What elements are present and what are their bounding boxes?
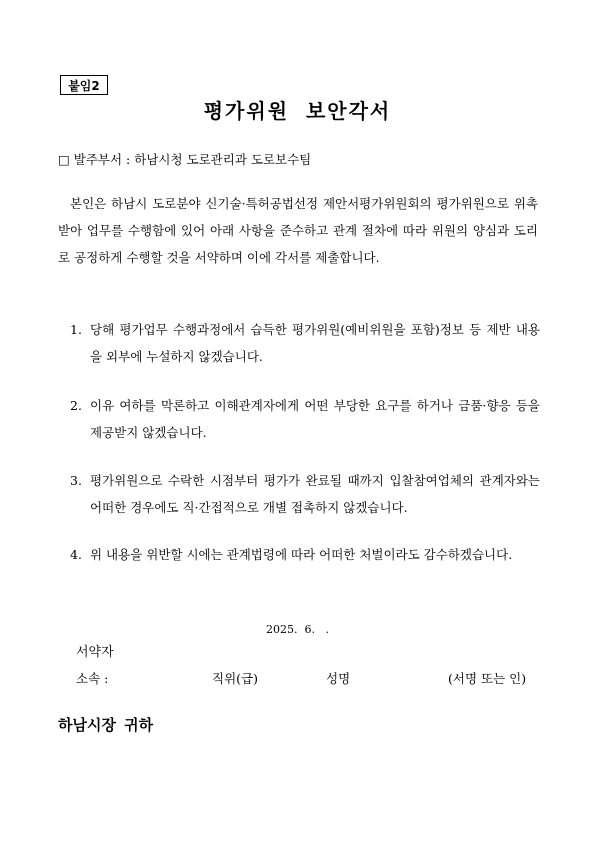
pledge-text: 당해 평가업무 수행과정에서 습득한 평가위원(예비위원을 포함)정보 등 제반 내용을 외부에 누설하지 않겠습니다. — [90, 322, 540, 364]
attachment-label: 붙임2 — [60, 75, 108, 95]
intro-paragraph: 본인은 하남시 도로분야 신기술·특허공법선정 제안서평가위원회의 평가위원으로 위촉받아 업무를 수행함에 있어 아래 사항을 준수하고 관계 절차에 따라 위원의 양심과 도리로 공정하게 수행할 것을 서약하며 이에 각서를 제출합니다. — [58, 196, 538, 265]
pledge-number: 4. — [70, 547, 82, 562]
pledge-text: 위 내용을 위반할 시에는 관계법령에 따라 어떠한 처벌이라도 감수하겠습니다. — [90, 547, 513, 562]
document-title: 평가위원 보안각서 — [203, 99, 392, 123]
pledge-item — [70, 467, 540, 521]
pledge-item — [70, 392, 540, 446]
issuing-department: □ 발주부서 : 하남시청 도로관리과 도로보수팀 — [58, 152, 312, 167]
addressee: 하남시장 귀하 — [58, 716, 154, 734]
pledge-number: 3. — [70, 473, 82, 488]
affiliation-label: 소속 : — [76, 671, 109, 686]
pledge-text: 이유 여하를 막론하고 이해관계자에게 어떤 부당한 요구를 하거나 금품·향응 등을 제공받지 않겠습니다. — [90, 398, 540, 440]
pledge-item — [70, 541, 540, 568]
pledge-text: 평가위원으로 수락한 시점부터 평가가 완료될 때까지 입찰참여업체의 관계자와는 어떠한 경우에도 직·간접적으로 개별 접촉하지 않겠습니다. — [90, 473, 540, 515]
name-label: 성명 — [326, 671, 351, 686]
pledge-item — [70, 316, 540, 370]
pledge-date: 2025. 6. . — [266, 623, 329, 636]
pledge-number: 2. — [70, 398, 82, 413]
signer-label: 서약자 — [76, 645, 114, 660]
pledge-number: 1. — [70, 322, 82, 337]
signature-or-seal-label: (서명 또는 인) — [448, 671, 527, 686]
position-label: 직위(급) — [212, 671, 258, 686]
